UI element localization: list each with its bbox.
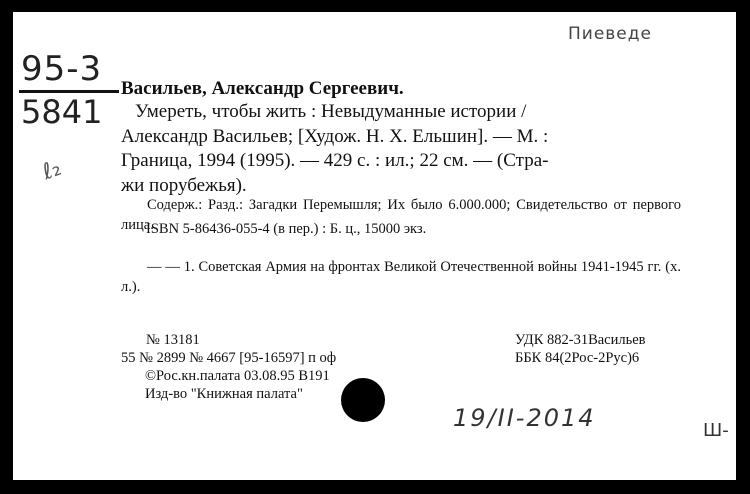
punch-hole — [341, 378, 385, 422]
shelfmark-bottom: 5841 — [21, 93, 103, 131]
title-description — [121, 100, 681, 198]
description-line: Александр Васильев; [Худож. Н. Х. Ельшин]. — М. : — [121, 125, 549, 147]
publisher-line: Изд-во "Книжная палата" — [145, 386, 303, 402]
book-chamber-line: ©Рос.кн.палата 03.08.95 В191 — [145, 368, 330, 384]
bbk-code: ББК 84(2Рос-2Рус)6 — [515, 350, 640, 366]
author-heading: Васильев, Александр Сергеевич. — [121, 78, 404, 99]
udk-code: УДК 882-31Васильев — [515, 332, 646, 348]
series-line: 55 № 2899 № 4667 [95-16597] п оф — [121, 350, 337, 366]
catalog-card — [13, 12, 736, 480]
description-line: Умереть, чтобы жить : Невыдуманные истории / — [135, 101, 527, 122]
record-number: № 13181 — [146, 332, 200, 348]
isbn-line: ISBN 5-86436-055-4 (в пер.) : Б. ц., 15000 экз. — [146, 221, 427, 237]
edge-mark: Ш- — [703, 420, 729, 441]
description-line: Граница, 1994 (1995). — 429 с. : ил.; 22 см. — (Стра- — [121, 150, 549, 171]
contents-note: Содерж.: Разд.: Загадки Перемышля; Их было 6.000.000; Свидетельство от первого лица. — [121, 197, 681, 233]
margin-scribble: ℓ₂ — [39, 155, 65, 186]
shelfmark-top: 95-3 — [21, 49, 103, 89]
corner-note: Пиеведе — [568, 24, 652, 44]
subject-heading: — — 1. Советская Армия на фронтах Великой Отечественной войны 1941-1945 гг. (х. л.). — [121, 259, 681, 295]
handwritten-date: 19/II-2014 — [453, 404, 596, 432]
description-line: жи порубежья). — [121, 174, 247, 196]
